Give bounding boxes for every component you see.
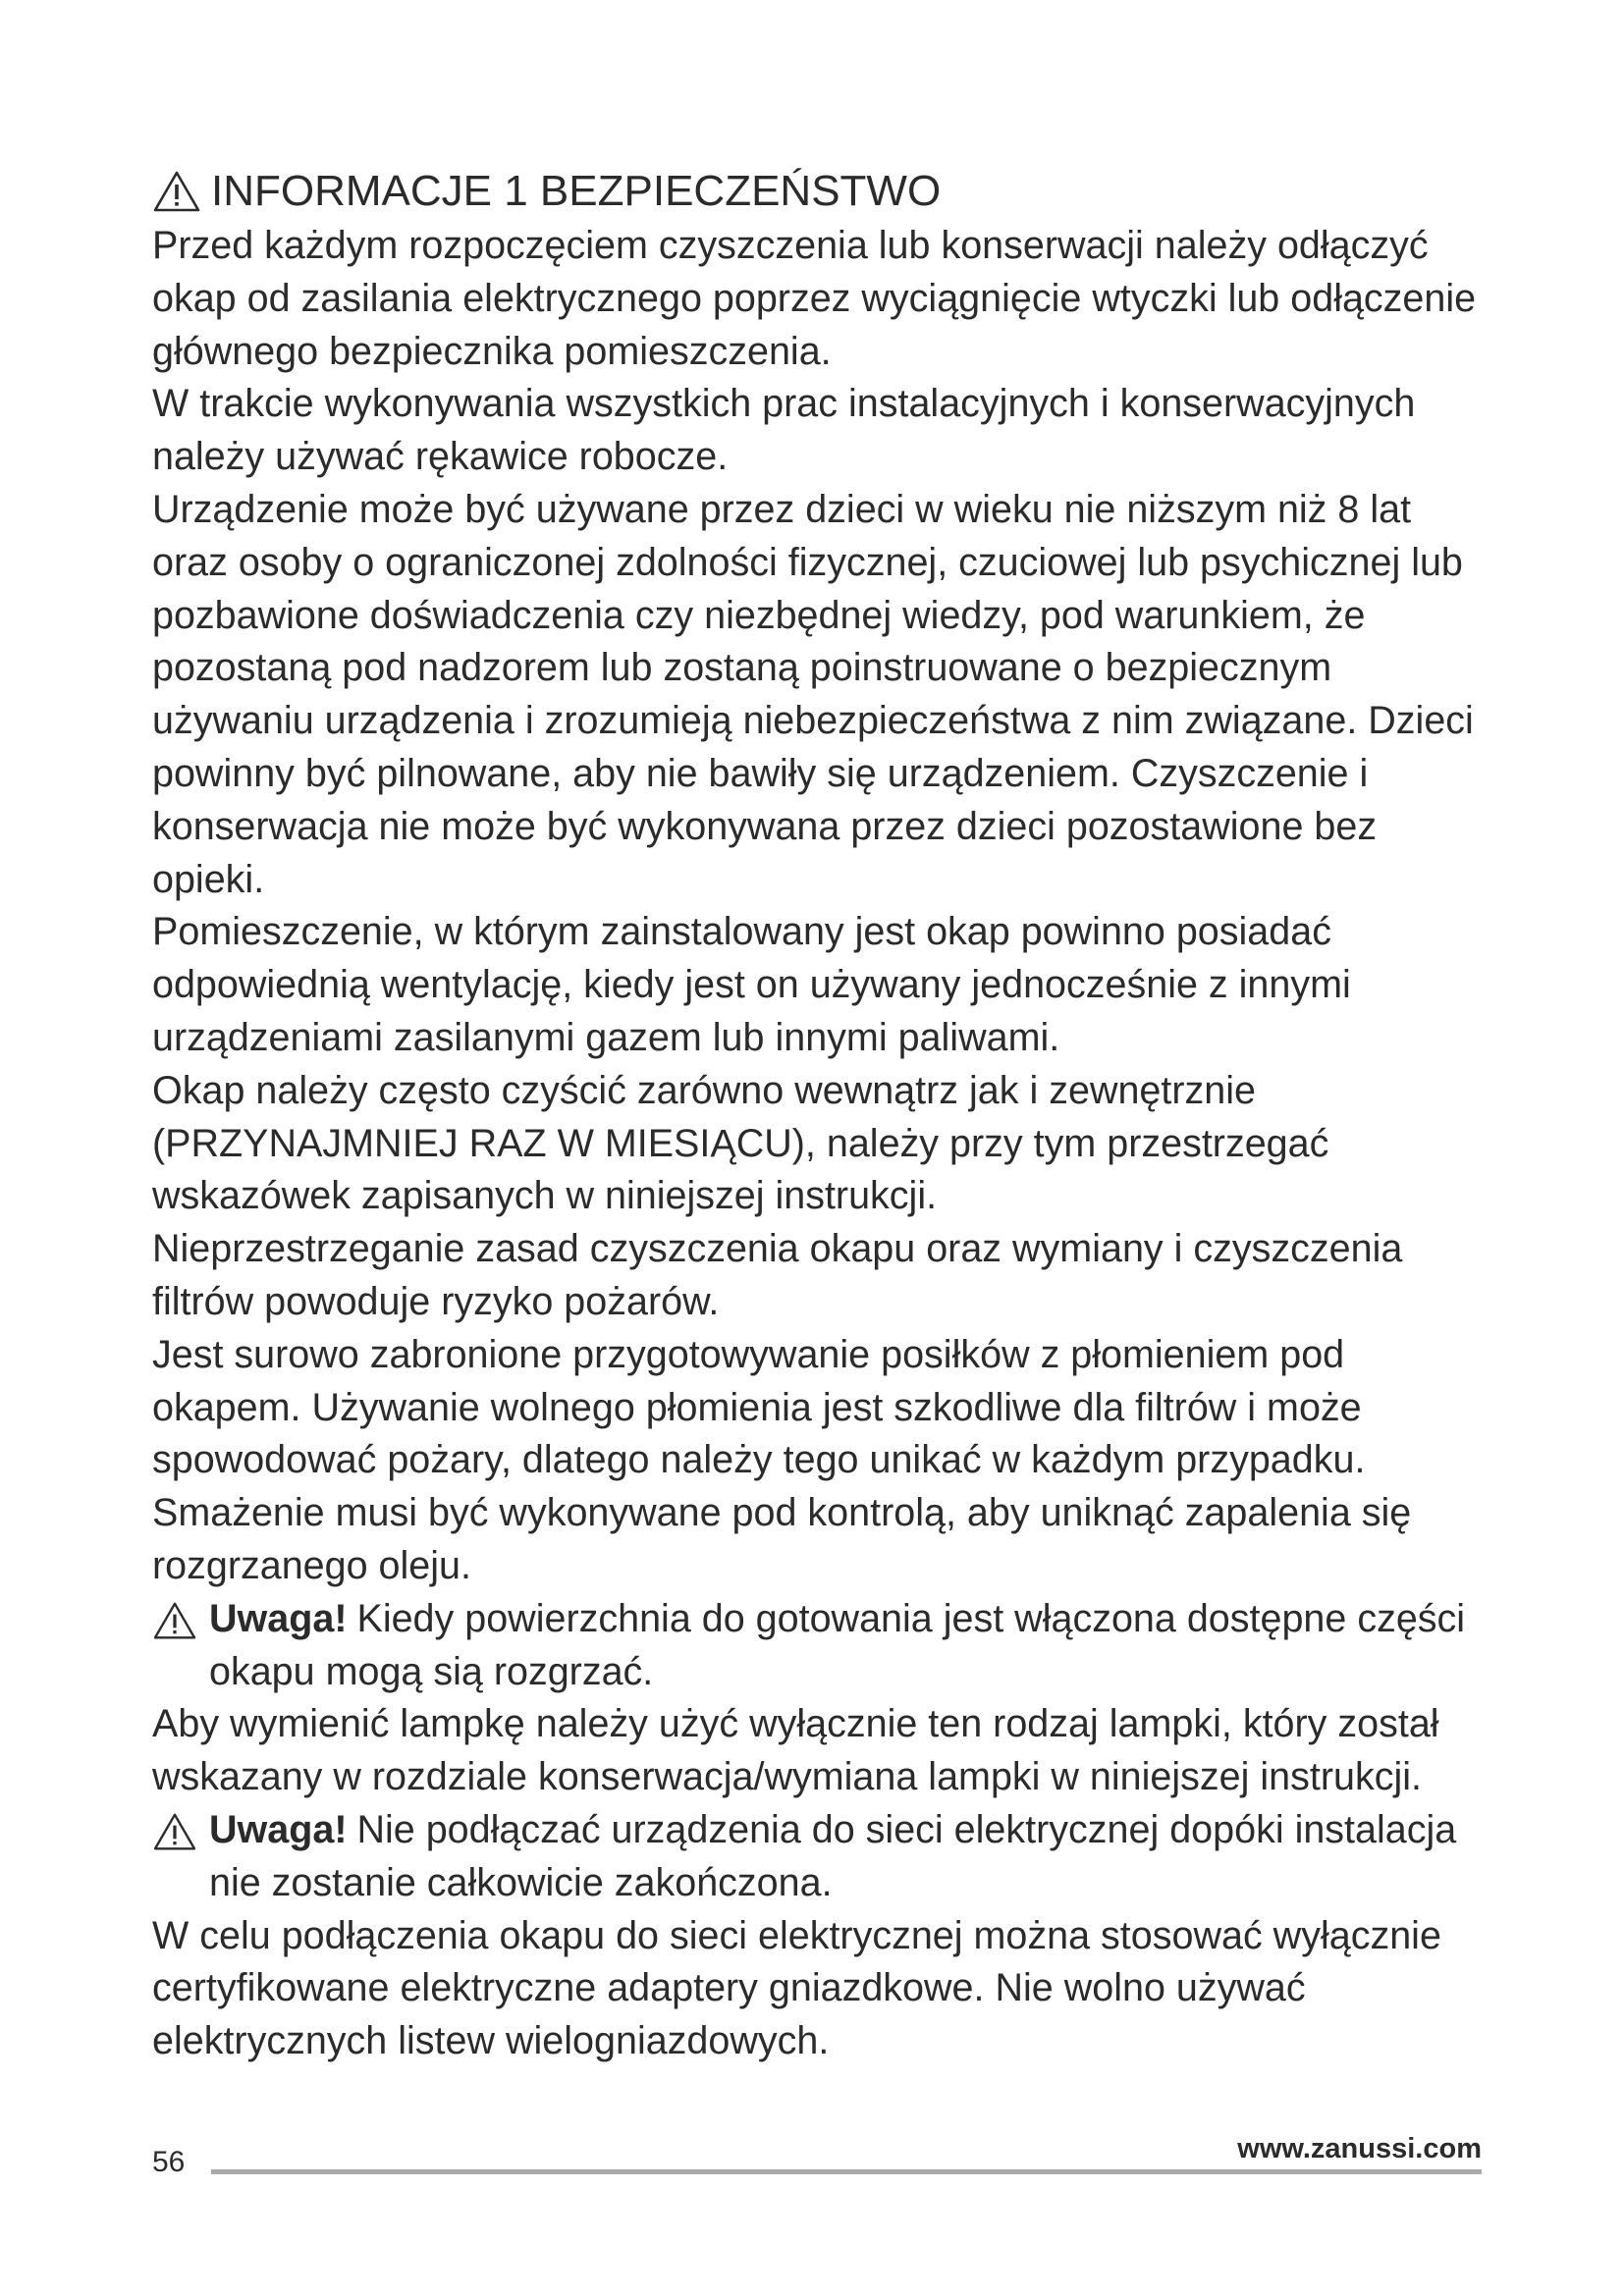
website-url: www.zanussi.com bbox=[1237, 2133, 1482, 2164]
section-title: INFORMACJE 1 BEZPIECZEŃSTWO bbox=[211, 167, 942, 215]
warning-icon bbox=[152, 1812, 197, 1851]
safety-paragraph: Przed każdym rozpoczęciem czyszczenia lub konserwacji należy odłączyć okap od zasilania elektrycznego poprzez wyciągnięcie wtyczki lub odłączenie głównego bezpiecznika pomieszczenia. bbox=[152, 224, 1477, 373]
safety-paragraph: Pomieszczenie, w którym zainstalowany jest okap powinno posiadać odpowiednią wentylację, kiedy jest on używany jednocześnie z innymi urządzeniami zasilanymi gazem lub innymi paliwami. bbox=[152, 910, 1351, 1059]
warning-notice bbox=[152, 1593, 1488, 1699]
safety-paragraph: Okap należy często czyścić zarówno wewnątrz jak i zewnętrznie (PRZYNAJMNIEJ RAZ W MIESIĄCU), należy przy tym przestrzegać wskazówek zapisanych w niniejszej instrukcji. bbox=[152, 1068, 1329, 1218]
footer-divider bbox=[211, 2169, 1482, 2174]
safety-paragraph: W trakcie wykonywania wszystkich prac instalacyjnych i konserwacyjnych należy używać rękawice robocze. bbox=[152, 382, 1416, 479]
page-footer bbox=[152, 2133, 1482, 2178]
safety-paragraph: W celu podłączenia okapu do sieci elektrycznej można stosować wyłącznie certyfikowane elektryczne adaptery gniazdkowe. Nie wolno używać elektrycznych listew wielogniazdowych. bbox=[152, 1913, 1441, 2063]
page-number: 56 bbox=[152, 2146, 186, 2178]
warning-icon bbox=[152, 1601, 197, 1640]
safety-paragraph: Smażenie musi być wykonywane pod kontrolą, aby uniknąć zapalenia się rozgrzanego oleju. bbox=[152, 1491, 1412, 1587]
warning-notice bbox=[152, 1804, 1488, 1910]
safety-paragraph: Aby wymienić lampkę należy użyć wyłącznie ten rodzaj lampki, który został wskazany w rozdziale konserwacja/wymiana lampki w niniejszej instrukcji. bbox=[152, 1702, 1439, 1799]
safety-paragraph: Urządzenie może być używane przez dzieci w wieku nie niższym niż 8 lat oraz osoby o ograniczonej zdolności fizycznej, czuciowej lub psychicznej lub pozbawione doświadczenia czy niezbędnej wiedzy, pod warunkiem, że pozostaną pod nadzorem lub zostaną poinstruowane o bezpiecznym używaniu urządzenia i zrozumieją niebezpieczeństwa z nim związane. Dzieci powinny być pilnowane, aby nie bawiły się urządzeniem. Czyszczenie i konserwacja nie może być wykonywana przez dzieci pozostawione bez opieki. bbox=[152, 487, 1474, 901]
warning-icon bbox=[152, 170, 201, 213]
safety-paragraph: Jest surowo zabronione przygotowywanie posiłków z płomieniem pod okapem. Używanie wolnego płomienia jest szkodliwe dla filtrów i może spowodować pożary, dlatego należy tego unikać w każdym przypadku. bbox=[152, 1332, 1366, 1482]
warning-text: Kiedy powierzchnia do gotowania jest włączona dostępne części okapu mogą sią rozgrzać. bbox=[209, 1596, 1466, 1693]
page-content bbox=[152, 165, 1488, 2068]
safety-paragraph: Nieprzestrzeganie zasad czyszczenia okapu oraz wymiany i czyszczenia filtrów powoduje ryzyko pożarów. bbox=[152, 1227, 1403, 1323]
section-heading bbox=[152, 165, 1488, 218]
warning-label: Uwaga! bbox=[209, 1807, 348, 1851]
warning-label: Uwaga! bbox=[209, 1596, 348, 1640]
warning-text: Nie podłączać urządzenia do sieci elektrycznej dopóki instalacja nie zostanie całkowicie zakończona. bbox=[209, 1807, 1457, 1904]
